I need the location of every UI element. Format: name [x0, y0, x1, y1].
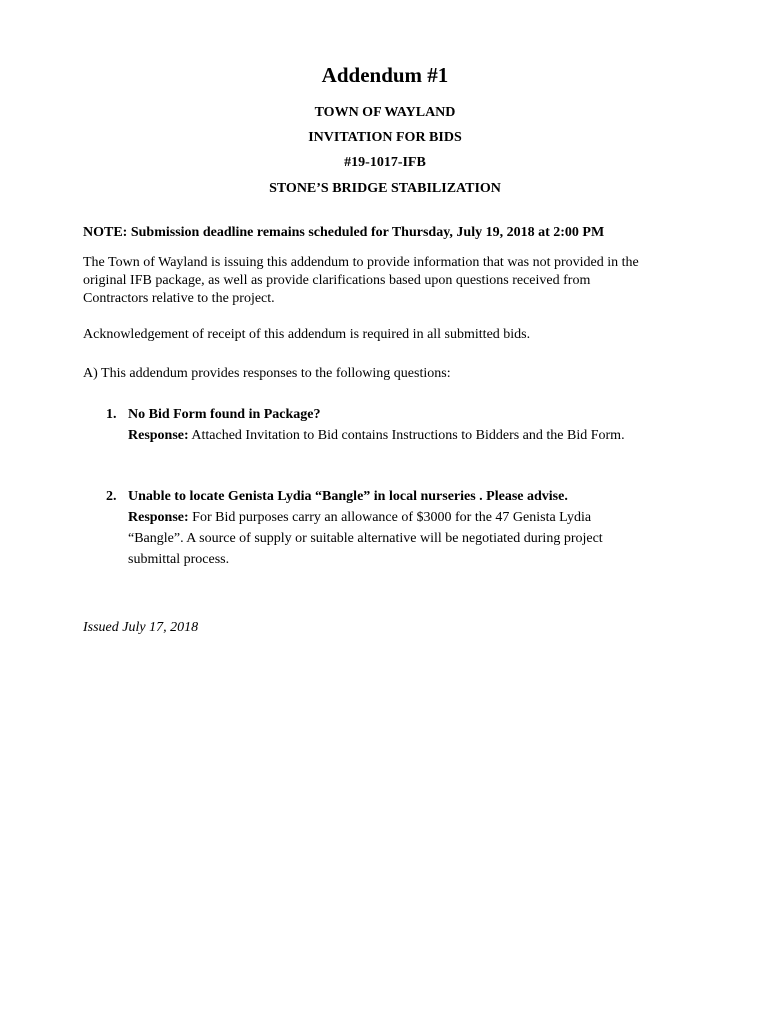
header-bid-number: #19-1017-IFB	[344, 155, 426, 170]
header-invitation: INVITATION FOR BIDS	[308, 130, 462, 145]
response-label: Response:	[128, 510, 189, 525]
response-label: Response:	[128, 428, 189, 443]
acknowledgement-paragraph: Acknowledgement of receipt of this addendum is required in all submitted bids.	[83, 327, 531, 342]
response-text: “Bangle”. A source of supply or suitable alternative will be negotiated during project	[128, 531, 603, 546]
deadline-note: NOTE: Submission deadline remains scheduled for Thursday, July 19, 2018 at 2:00 PM	[83, 225, 605, 240]
question-body	[128, 404, 698, 446]
question-text: Unable to locate Genista Lydia “Bangle” in local nurseries . Please advise.	[128, 489, 568, 504]
response-line	[128, 425, 698, 446]
intro-paragraph	[83, 254, 703, 308]
response-text: For Bid purposes carry an allowance of $3000 for the 47 Genista Lydia	[188, 510, 592, 525]
response-line	[128, 507, 698, 528]
intro-line: Contractors relative to the project.	[83, 291, 275, 306]
question-body	[128, 486, 698, 570]
intro-line: original IFB package, as well as provide clarifications based upon questions received from	[83, 273, 591, 288]
question-number: 1.	[106, 407, 117, 422]
header-project-name: STONE’S BRIDGE STABILIZATION	[269, 181, 501, 196]
document-title: Addendum #1	[321, 63, 449, 87]
question-text: No Bid Form found in Package?	[128, 407, 321, 422]
header-town: TOWN OF WAYLAND	[314, 105, 456, 120]
issued-date: Issued July 17, 2018	[83, 620, 199, 635]
response-text: submittal process.	[128, 552, 230, 567]
question-number: 2.	[106, 489, 117, 504]
intro-line: The Town of Wayland is issuing this addendum to provide information that was not provided in the	[83, 255, 639, 270]
response-text: Attached Invitation to Bid contains Instructions to Bidders and the Bid Form.	[188, 428, 625, 443]
questions-heading: A) This addendum provides responses to the following questions:	[83, 366, 451, 381]
